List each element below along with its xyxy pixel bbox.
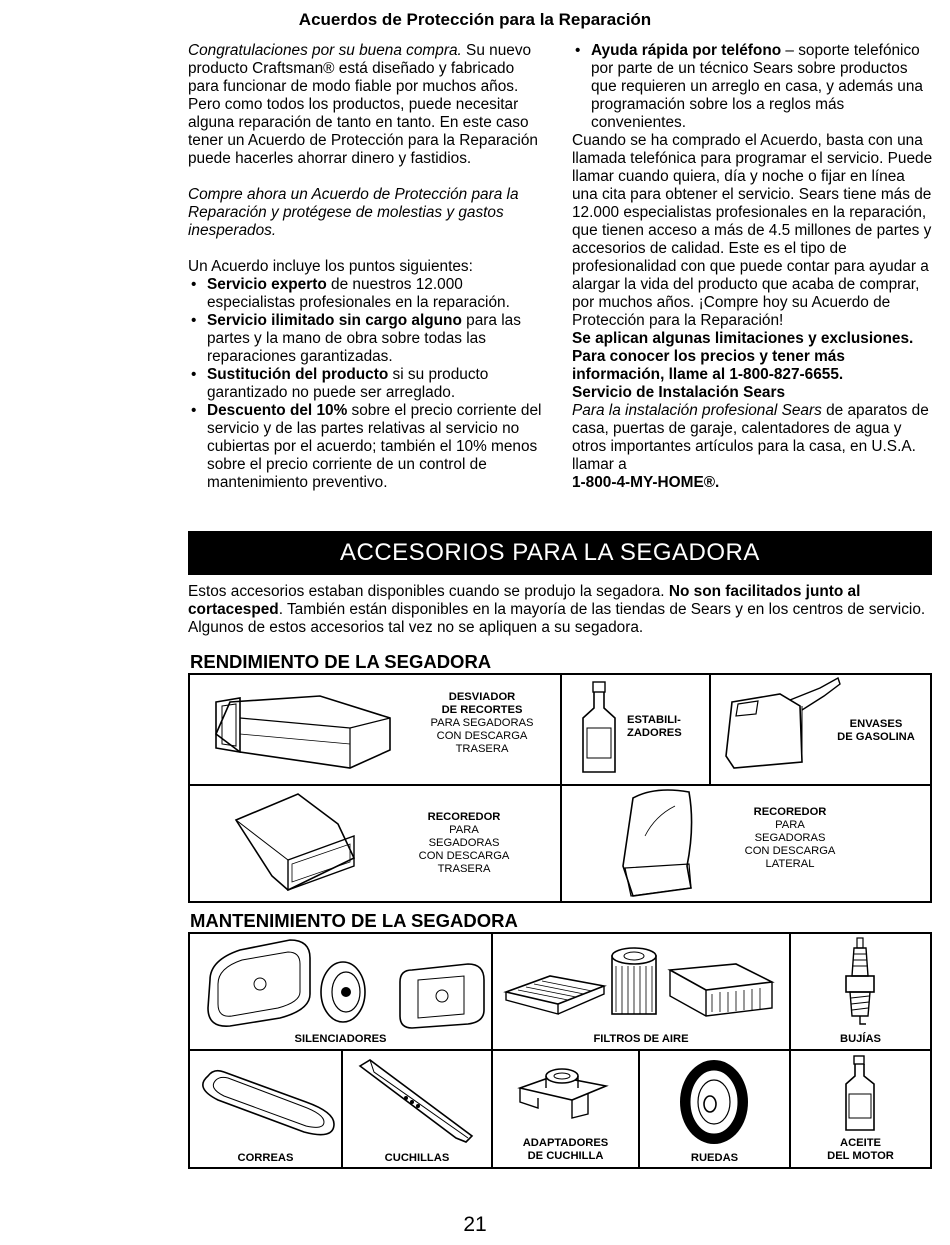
mufflers-label: SILENCIADORES: [294, 1033, 387, 1045]
side-bag-icon: [615, 786, 715, 902]
deflector-label-detail: PARA SEGADORAS CON DESCARGA TRASERA: [430, 717, 534, 755]
list-item: • Ayuda rápida por teléfono – soporte telefónico por parte de un técnico Sears sobre productos que requieren un arreglo en casa, y además una programación sobre los a reglos más convenientes.: [572, 42, 934, 132]
italic-paragraph: Compre ahora un Acuerdo de Protección para la Reparación y protégese de molestias y gastos inesperados.: [188, 186, 519, 239]
belt-icon: [194, 1060, 339, 1140]
rear-bag-icon: [228, 790, 368, 898]
list-intro: Un Acuerdo incluye los puntos siguientes:: [188, 258, 473, 275]
spark-plug-icon: [840, 936, 880, 1031]
deflector-icon: [200, 688, 430, 778]
benefits-list: [188, 276, 548, 492]
limitations-paragraph: Se aplican algunas limitaciones y exclusiones. Para conocer los precios y tener más información, llame al 1-800-827-6655.: [572, 330, 914, 383]
performance-heading: RENDIMIENTO DE LA SEGADORA: [190, 651, 492, 672]
blade-icon: [356, 1058, 481, 1148]
phone-help-list: [572, 42, 934, 132]
air-filter-icon: [500, 942, 785, 1022]
side-bag-label: RECOREDOR: [753, 806, 827, 818]
list-item: • Descuento del 10% sobre el precio corriente del servicio y de las partes relativas al servicio no cubiertas por el acuerdo; también el 10% menos sobre el precio corriente de un control de mantenimiento preventivo.: [188, 402, 548, 492]
wheels-label: RUEDAS: [690, 1152, 739, 1164]
side-bag-label-detail: PARA SEGADORAS CON DESCARGA LATERAL: [744, 819, 836, 870]
list-item: • Sustitución del producto si su producto garantizado no puede ser arreglado.: [188, 366, 548, 402]
page-title: Acuerdos de Protección para la Reparación: [298, 10, 652, 29]
oil-bottle-icon: [840, 1054, 880, 1134]
intro-paragraph: Congratulaciones por su buena compra. Su nuevo producto Craftsman® está diseñado y fabricado para funcionar de modo fiable por muchos años. Pero como todos los productos, puede necesitar alguna reparación de tanto en tanto. En este caso tener un Acuerdo de Protección para la Reparación puede hacerles ahorrar dinero y fastidios.: [188, 42, 538, 167]
rear-bag-label-detail: PARA SEGADORAS CON DESCARGA TRASERA: [418, 824, 510, 875]
stabilizers-label: ESTABILI- ZADORES: [627, 714, 682, 739]
deflector-label: DESVIADOR DE RECORTES: [441, 691, 523, 716]
gas-cans-label: ENVASES DE GASOLINA: [837, 718, 915, 743]
left-column: [188, 42, 548, 492]
list-item: • Servicio ilimitado sin cargo alguno para las partes y la mano de obra sobre todas las reparaciones garantizadas.: [188, 312, 548, 366]
air-filters-label: FILTROS DE AIRE: [593, 1033, 689, 1045]
engine-oil-label: ACEITE DEL MOTOR: [827, 1137, 894, 1162]
right-column: [572, 42, 934, 492]
accessories-banner: ACCESORIOS PARA LA SEGADORA: [188, 531, 932, 575]
blades-label: CUCHILLAS: [384, 1152, 450, 1164]
stabilizer-bottle-icon: [577, 680, 627, 780]
installation-paragraph: Para la instalación profesional Sears de aparatos de casa, puertas de garaje, calentadores de agua y otros importantes artículos para la casa, en U.S.A. llamar a 1-800-4-MY-HOME®.: [572, 402, 929, 491]
muffler-icon: [200, 940, 485, 1030]
accessories-intro: Estos accesorios estaban disponibles cuando se produjo la segadora. No son facilitados junto al cortacesped. También están disponibles en la mayoría de las tiendas de Sears y en los centros de servicio. Algunos de estos accesorios tal vez no se apliquen a su segadora.: [188, 583, 926, 636]
installation-heading: Servicio de Instalación Sears: [572, 384, 786, 401]
installation-phone: 1-800-4-MY-HOME®.: [572, 474, 720, 491]
blade-adapters-label: ADAPTADORES DE CUCHILLA: [522, 1137, 609, 1162]
wheel-icon: [674, 1056, 754, 1148]
service-paragraph: Cuando se ha comprado el Acuerdo, basta con una llamada telefónica para programar el servicio. Puede llamar cuando quiera, día y noche o fijar en línea una cita para obtener el servicio. Sears tiene más de 12.000 especialistas profesionales en la reparación, que tienen acceso a más de 4.5 millones de partes y accesorios de calidad. Este es el tipo de profesionalidad con que puede contar para ayudar a alargar la vida del producto que acaba de comprar, por muchos años. ¡Compre hoy su Acuerdo de Protección para la Reparación!: [572, 132, 933, 329]
spark-plugs-label: BUJÍAS: [839, 1033, 882, 1045]
page-number: 21: [463, 1213, 487, 1236]
belts-label: CORREAS: [237, 1152, 294, 1164]
maintenance-heading: MANTENIMIENTO DE LA SEGADORA: [190, 910, 518, 931]
blade-adapter-icon: [514, 1058, 614, 1128]
list-item: • Servicio experto de nuestros 12.000 especialistas profesionales en la reparación.: [188, 276, 548, 312]
rear-bag-label: RECOREDOR: [427, 811, 501, 823]
